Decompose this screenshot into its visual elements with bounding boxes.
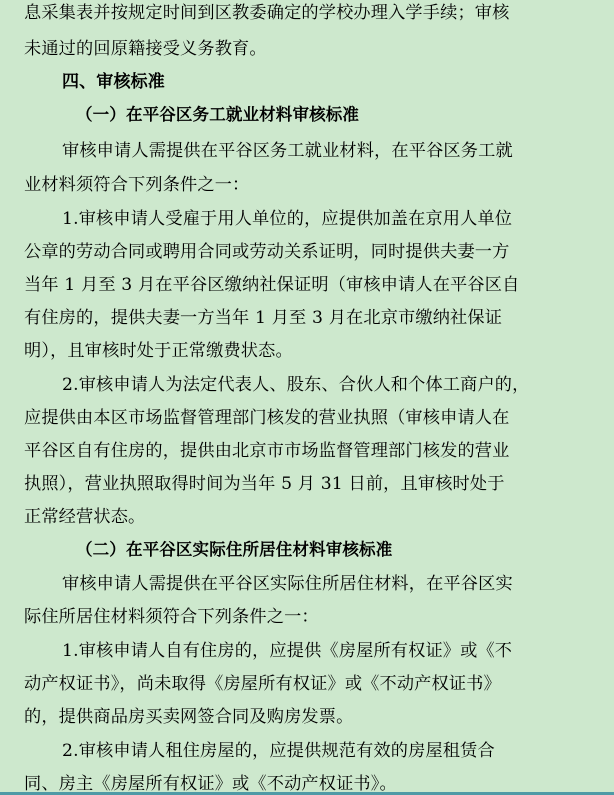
paragraph-line: 正常经营状态。 — [24, 507, 146, 527]
subsection-heading: （一）在平谷区务工就业材料审核标准 — [76, 105, 360, 124]
paragraph-line: 的，提供商品房买卖网签合同及购房发票。 — [24, 707, 354, 727]
paragraph-line: 审核申请人需提供在平谷区务工就业材料，在平谷区务工就 — [62, 141, 513, 161]
paragraph-line: 际住所居住材料须符合下列条件之一： — [24, 607, 319, 627]
paragraph-line: 有住房的，提供夫妻一方当年 1 月至 3 月在北京市缴纳社保证 — [24, 308, 503, 328]
section-heading: 四、审核标准 — [62, 72, 165, 92]
paragraph-line: 息采集表并按规定时间到区教委确定的学校办理入学手续；审核 — [24, 3, 510, 23]
paragraph-line: 2.审核申请人租住房屋的，应提供规范有效的房屋租赁合 — [62, 741, 495, 761]
paragraph-line: 1.审核申请人受雇于用人单位的，应提供加盖在京用人单位 — [62, 209, 513, 229]
paragraph-line: 公章的劳动合同或聘用合同或劳动关系证明，同时提供夫妻一方 — [24, 242, 510, 262]
paragraph-line: 应提供由本区市场监督管理部门核发的营业执照（审核申请人在 — [24, 408, 510, 428]
paragraph-line: 明），且审核时处于正常缴费状态。 — [24, 341, 293, 361]
subsection-heading: （二）在平谷区实际住所居住材料审核标准 — [76, 540, 393, 559]
paragraph-line: 执照），营业执照取得时间为当年 5 月 31 日前，且审核时处于 — [24, 474, 505, 494]
paragraph-line: 同、房主《房屋所有权证》或《不动产权证书》。 — [24, 774, 397, 794]
paragraph-line: 动产权证书》，尚未取得《房屋所有权证》或《不动产权证书》 — [24, 674, 501, 694]
paragraph-line: 当年 1 月至 3 月在平谷区缴纳社保证明（审核申请人在平谷区自 — [24, 275, 520, 295]
paragraph-line: 审核申请人需提供在平谷区实际住所居住材料，在平谷区实 — [62, 574, 513, 594]
paragraph-line: 平谷区自有住房的，提供由北京市市场监督管理部门核发的营业 — [24, 441, 510, 461]
paragraph-line: 未通过的回原籍接受义务教育。 — [24, 39, 267, 59]
paragraph-line: 2.审核申请人为法定代表人、股东、合伙人和个体工商户的， — [62, 375, 530, 395]
paragraph-line: 业材料须符合下列条件之一： — [24, 175, 250, 195]
paragraph-line: 1.审核申请人自有住房的，应提供《房屋所有权证》或《不 — [62, 641, 513, 661]
